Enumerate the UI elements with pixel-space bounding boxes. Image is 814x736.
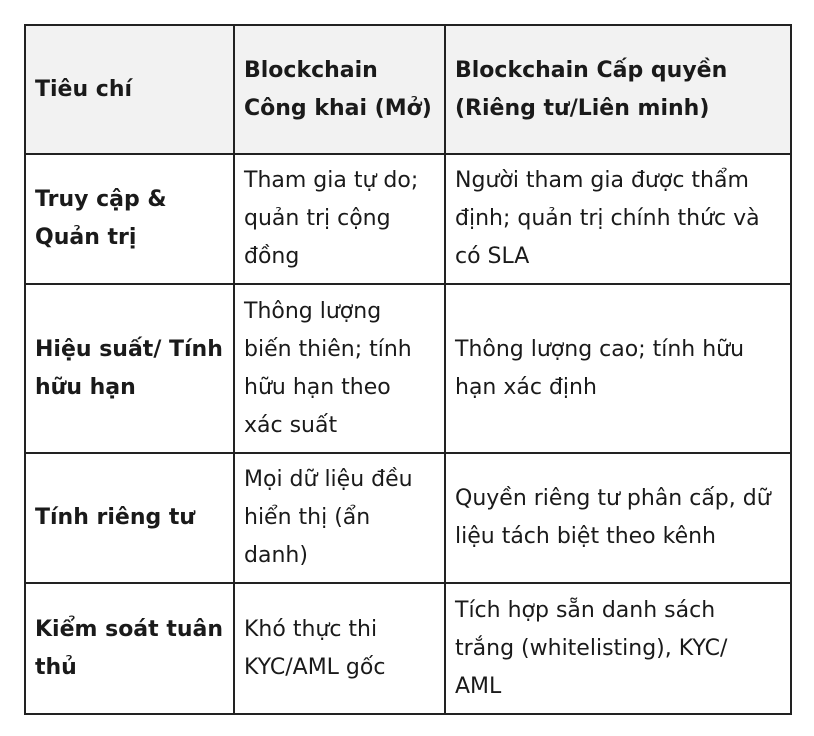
public-cell: Khó thực thi KYC/AML gốc (234, 583, 445, 714)
table-row (25, 284, 791, 453)
table-row (25, 154, 791, 284)
row-criterion: Truy cập & Quản trị (25, 154, 234, 284)
public-cell: Thông lượng biến thiên; tính hữu hạn theo xác suất (234, 284, 445, 453)
table-header (25, 25, 791, 154)
comparison-table (24, 24, 792, 715)
row-criterion: Kiểm soát tuân thủ (25, 583, 234, 714)
public-cell: Tham gia tự do; quản trị cộng đồng (234, 154, 445, 284)
public-cell: Mọi dữ liệu đều hiển thị (ẩn danh) (234, 453, 445, 583)
header-public-blockchain: Blockchain Công khai (Mở) (234, 25, 445, 154)
row-criterion: Hiệu suất/ Tính hữu hạn (25, 284, 234, 453)
permissioned-cell: Thông lượng cao; tính hữu hạn xác định (445, 284, 791, 453)
header-permissioned-blockchain: Blockchain Cấp quyền (Riêng tư/Liên minh) (445, 25, 791, 154)
permissioned-cell: Quyền riêng tư phân cấp, dữ liệu tách biệt theo kênh (445, 453, 791, 583)
table-row (25, 583, 791, 714)
table-row (25, 453, 791, 583)
table-body (25, 154, 791, 714)
permissioned-cell: Tích hợp sẵn danh sách trắng (whitelisting), KYC/ AML (445, 583, 791, 714)
permissioned-cell: Người tham gia được thẩm định; quản trị chính thức và có SLA (445, 154, 791, 284)
header-criteria: Tiêu chí (25, 25, 234, 154)
row-criterion: Tính riêng tư (25, 453, 234, 583)
header-row (25, 25, 791, 154)
